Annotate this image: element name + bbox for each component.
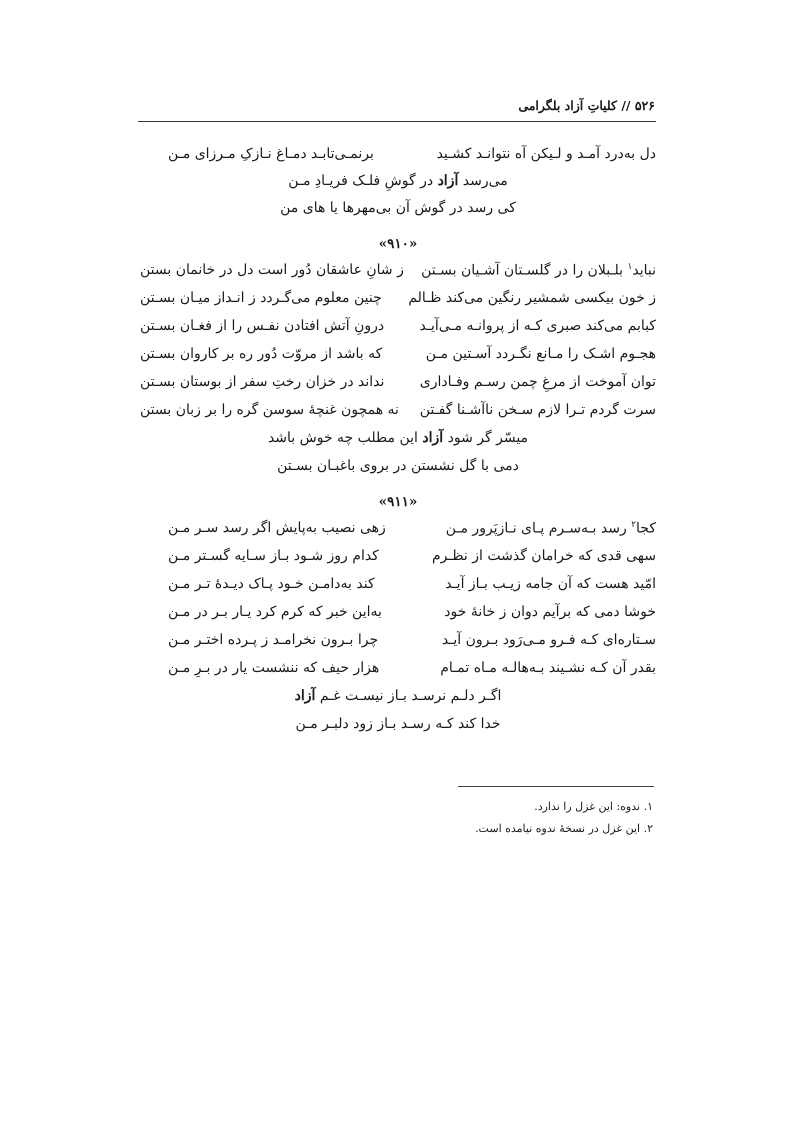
hemistich-second: ز شانِ عاشقان دُور است دل در خانمان بستن xyxy=(140,262,404,278)
couplet xyxy=(140,290,656,316)
hemistich-first: بقدر آن کـه نشـیند بـه‌هالـه مـاه تمـام xyxy=(440,660,656,676)
hemistich-first: کجا$^۲$ رسد بـه‌سـرم پـای نـازپَرور مـن xyxy=(445,520,656,537)
hemistich-first: نباید$^۱$ بلـبلان را در گلسـتان آشـیان بسـتن xyxy=(421,262,656,279)
hemistich-first: سرت گردم تـرا لازم سـخن ناآشـنا گفـتن xyxy=(419,402,656,418)
hemistich-second: چنین معلوم می‌گـردد ز انـداز میـان بسـتن xyxy=(140,290,382,306)
footnote-rule xyxy=(458,786,654,787)
closing-line-2: خدا کند کـه رسـد بـاز زود دلبـر مـن xyxy=(295,716,501,732)
ghazal-title: «۹۱۰» xyxy=(378,236,418,252)
hemistich-first: امّید هست که آن جامه زیـب بـاز آیـد xyxy=(445,576,656,592)
hemistich-first: توان آموخت از مرغِ چمن رسـم وفـاداری xyxy=(419,374,656,390)
hemistich-second: کدام روز شـود بـاز سـایه گسـتر مـن xyxy=(168,548,379,564)
hemistich-first: کبابم می‌کند صبری کـه از پروانـه مـی‌آیـد xyxy=(419,318,656,334)
hemistich-second: نداند در خزان رختِ سفر از بوستان بسـتن xyxy=(140,374,385,390)
hemistich-first: دل به‌درد آمـد و لـیکن آه نتوانـد کشـید xyxy=(436,146,656,162)
hemistich-first: سـتاره‌ای کـه فـرو مـی‌رَود بـرون آیـد xyxy=(441,632,656,648)
hemistich-second: نه همچون غنچهٔ سوسن گره را بر زبان بستن xyxy=(140,402,399,418)
couplet xyxy=(140,374,656,400)
hemistich-second: برنمـی‌تابـد دمـاغ نـازکِ مـرزای مـن xyxy=(168,146,374,162)
closing-line: میسّر گر شود آزاد این مطلب چه خوش باشد xyxy=(267,430,529,446)
couplet xyxy=(140,346,656,372)
couplet xyxy=(140,262,656,288)
hemistich-second: زهی نصیب به‌پایش اگر رسد سـر مـن xyxy=(168,520,386,536)
hemistich-second: درونِ آتش افتادن نفـس را از فغـان بسـتن xyxy=(140,318,385,334)
couplet xyxy=(140,576,656,602)
couplet xyxy=(140,604,656,630)
couplet xyxy=(140,318,656,344)
closing-line-2: کی رسد در گوش آن بی‌مهرها یا های من xyxy=(280,200,516,216)
couplet xyxy=(140,548,656,574)
hemistich-second: چرا بـرون نخرامـد ز پـرده اختـر مـن xyxy=(168,632,379,648)
hemistich-first: ز خون بیکسی شمشیر رنگین می‌کند ظـالم xyxy=(408,290,656,306)
couplet xyxy=(140,146,656,172)
poet-name: آزاد xyxy=(437,173,459,189)
hemistich-second: به‌این خبر که کرم کرد یـار بـر در مـن xyxy=(168,604,382,620)
hemistich-second: هزار حیف که ننشست یار در بـرِ مـن xyxy=(168,660,380,676)
footnote-ref: ۱ xyxy=(627,262,633,272)
poet-name: آزاد xyxy=(294,688,316,704)
closing-line-2: دمی با گل نشستن در بروی باغبـان بسـتن xyxy=(277,458,519,474)
hemistich-second: که باشد از مروّت دُور ره بر کاروان بسـتن xyxy=(140,346,383,362)
footnote: ۲. این غزل در نسخهٔ ندوه نیامده است. xyxy=(475,822,653,835)
hemistich-first: هجـوم اشـک را مـانع نگـردد آسـتین مـن xyxy=(425,346,656,362)
couplet xyxy=(140,632,656,658)
ghazal-title: «۹۱۱» xyxy=(378,494,418,510)
couplet xyxy=(140,402,656,428)
footnote: ۱. ندوه: این غزل را ندارد. xyxy=(534,800,653,813)
closing-line: اگـر دلـم نرسـد بـاز نیسـت غـم آزاد xyxy=(294,688,502,704)
hemistich-first: سهی قدی که خرامان گذشت از نظـرم xyxy=(431,548,656,564)
couplet xyxy=(140,520,656,546)
closing-line: می‌رسد آزاد در گوشِ فلـک فریـادِ مـن xyxy=(288,173,508,189)
header-rule xyxy=(138,121,656,122)
footnote-ref: ۲ xyxy=(631,520,637,530)
poet-name: آزاد xyxy=(422,430,444,446)
couplet xyxy=(140,660,656,686)
hemistich-second: کند به‌دامـن خـود پـاک دیـدهٔ تـر مـن xyxy=(168,576,375,592)
running-head: ۵۲۶ // کلیاتِ آزاد بلگرامی xyxy=(518,98,655,113)
hemistich-first: خوشا دمی که برآیم دوان ز خانهٔ خود xyxy=(444,604,656,620)
